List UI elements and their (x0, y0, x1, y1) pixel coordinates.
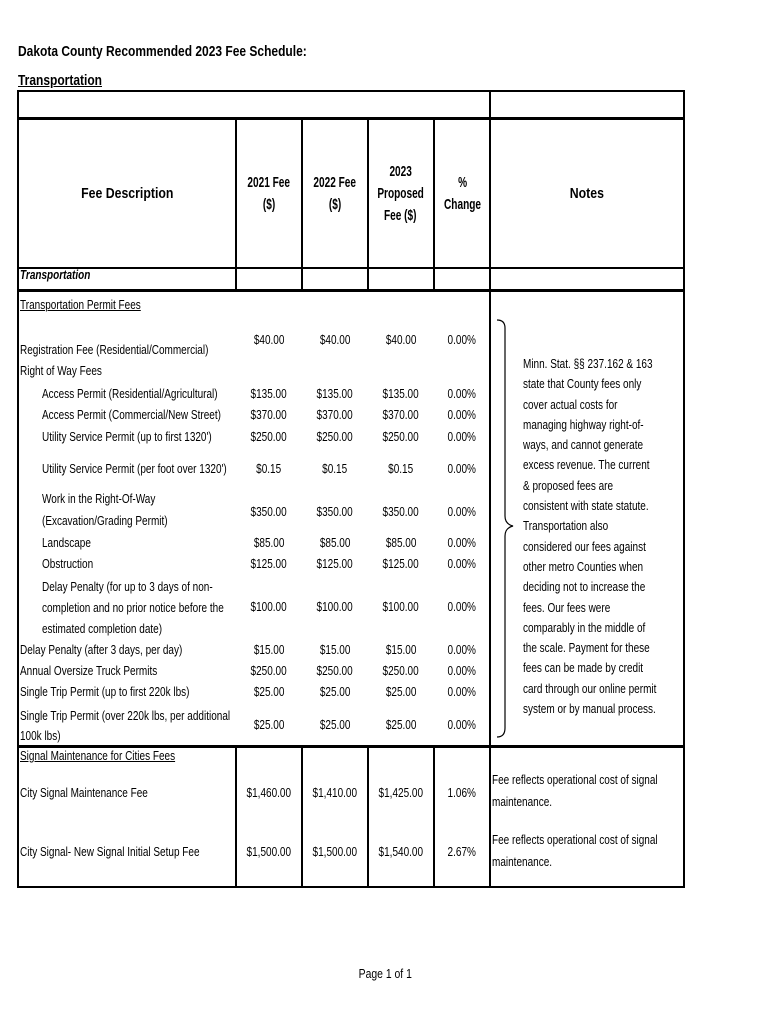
header-notes: Notes (569, 184, 605, 202)
fee-2021: $135.00 (250, 387, 288, 401)
fee-2022: $85.00 (319, 536, 351, 550)
fee-2023: $250.00 (382, 664, 420, 678)
percent-change: 0.00% (447, 557, 477, 571)
row-desc: completion and no prior notice before the (42, 601, 224, 615)
section-permit-fees: Transportation Permit Fees (20, 298, 141, 312)
row-desc: Delay Penalty (for up to 3 days of non- (42, 580, 213, 594)
fee-2021: $250.00 (250, 430, 288, 444)
fee-2022: $1,500.00 (312, 845, 358, 859)
fee-2021: $1,460.00 (246, 786, 292, 800)
percent-change: 2.67% (447, 845, 477, 859)
percent-change: 0.00% (447, 664, 477, 678)
row-desc: Utility Service Permit (up to first 1320') (42, 430, 212, 444)
row-desc: City Signal- New Signal Initial Setup Fee (20, 845, 200, 859)
fee-2022: $15.00 (319, 643, 351, 657)
row-desc: Access Permit (Commercial/New Street) (42, 408, 221, 422)
fee-2022: $125.00 (316, 557, 354, 571)
fee-2023: $125.00 (382, 557, 420, 571)
fee-2022: $135.00 (316, 387, 354, 401)
percent-change: 0.00% (447, 536, 477, 550)
fee-2021: $25.00 (253, 685, 285, 699)
percent-change: 0.00% (447, 718, 477, 732)
header-percent-change: % Change (443, 173, 481, 213)
row-desc: Utility Service Permit (per foot over 1320') (42, 462, 227, 476)
document-title: Dakota County Recommended 2023 Fee Schedule: (18, 43, 307, 60)
fee-2023: $15.00 (385, 643, 417, 657)
fee-2021: $370.00 (250, 408, 288, 422)
fee-2021: $15.00 (253, 643, 285, 657)
page-footer: Page 1 of 1 (358, 966, 412, 981)
percent-change: 1.06% (447, 786, 477, 800)
fee-2023: $40.00 (385, 333, 417, 347)
fee-2022: $250.00 (316, 664, 354, 678)
header-2021-fee: 2021 Fee ($) (247, 173, 291, 213)
fee-2021: $25.00 (253, 718, 285, 732)
header-2022-fee: 2022 Fee ($) (313, 173, 357, 213)
row-desc: City Signal Maintenance Fee (20, 786, 148, 800)
brace-icon (493, 318, 515, 740)
row-desc: estimated completion date) (42, 622, 163, 636)
right-of-way-label: Right of Way Fees (20, 364, 102, 378)
row-desc: Work in the Right-Of-Way (42, 492, 156, 506)
percent-change: 0.00% (447, 600, 477, 614)
fee-2023: $1,540.00 (378, 845, 424, 859)
section-label-transportation: Transportation (20, 268, 91, 282)
fee-2023: $85.00 (385, 536, 417, 550)
fee-2021: $1,500.00 (246, 845, 292, 859)
fee-2023: $0.15 (388, 462, 414, 476)
row-desc: Obstruction (42, 557, 94, 571)
row-desc: Single Trip Permit (over 220k lbs, per additional (20, 709, 231, 723)
fee-2022: $25.00 (319, 718, 351, 732)
percent-change: 0.00% (447, 643, 477, 657)
fee-2023: $350.00 (382, 505, 420, 519)
fee-2023: $250.00 (382, 430, 420, 444)
document-subtitle: Transportation (18, 72, 103, 89)
row-desc: (Excavation/Grading Permit) (42, 514, 168, 528)
signal-note: Fee reflects operational cost of signal maintenance. (492, 773, 658, 809)
fee-2022: $1,410.00 (312, 786, 358, 800)
row-desc: Annual Oversize Truck Permits (20, 664, 158, 678)
row-desc: 100k lbs) (20, 729, 61, 743)
fee-2021: $125.00 (250, 557, 288, 571)
row-desc: Single Trip Permit (up to first 220k lbs) (20, 685, 190, 699)
fee-2023: $25.00 (385, 718, 417, 732)
row-desc: Access Permit (Residential/Agricultural) (42, 387, 218, 401)
percent-change: 0.00% (447, 333, 477, 347)
percent-change: 0.00% (447, 462, 477, 476)
fee-2023: $100.00 (382, 600, 420, 614)
permit-notes: Minn. Stat. §§ 237.162 & 163 state that County fees only cover actual costs for managing highway right-of- ways, and cannot generate excess revenue. The current & proposed fees are consistent with state statute. Transportation also considered our fees against other metro Counties when deciding not to increase the fees. Our fees were comparably in the middle of the scale. Payment for these fees can be made by credit card through our online permit system or by manual process. (523, 357, 657, 717)
fee-2021: $250.00 (250, 664, 288, 678)
fee-2023: $25.00 (385, 685, 417, 699)
percent-change: 0.00% (447, 408, 477, 422)
fee-2023: $135.00 (382, 387, 420, 401)
section-signal-maintenance: Signal Maintenance for Cities Fees (20, 749, 176, 763)
row-desc: Delay Penalty (after 3 days, per day) (20, 643, 183, 657)
fee-2021: $100.00 (250, 600, 288, 614)
fee-2022: $370.00 (316, 408, 354, 422)
percent-change: 0.00% (447, 685, 477, 699)
fee-2022: $100.00 (316, 600, 354, 614)
fee-2023: $370.00 (382, 408, 420, 422)
fee-2021: $85.00 (253, 536, 285, 550)
signal-note: Fee reflects operational cost of signal maintenance. (492, 833, 658, 869)
fee-2022: $40.00 (319, 333, 351, 347)
header-fee-description: Fee Description (80, 184, 174, 202)
fee-2021: $0.15 (256, 462, 282, 476)
header-2023-fee: 2023 Proposed Fee ($) (377, 162, 425, 224)
fee-2022: $250.00 (316, 430, 354, 444)
row-desc: Registration Fee (Residential/Commercial) (20, 343, 209, 357)
fee-2021: $350.00 (250, 505, 288, 519)
fee-2022: $25.00 (319, 685, 351, 699)
row-desc: Landscape (42, 536, 91, 550)
fee-2023: $1,425.00 (378, 786, 424, 800)
fee-2021: $40.00 (253, 333, 285, 347)
percent-change: 0.00% (447, 387, 477, 401)
percent-change: 0.00% (447, 430, 477, 444)
fee-2022: $350.00 (316, 505, 354, 519)
fee-2022: $0.15 (322, 462, 348, 476)
percent-change: 0.00% (447, 505, 477, 519)
